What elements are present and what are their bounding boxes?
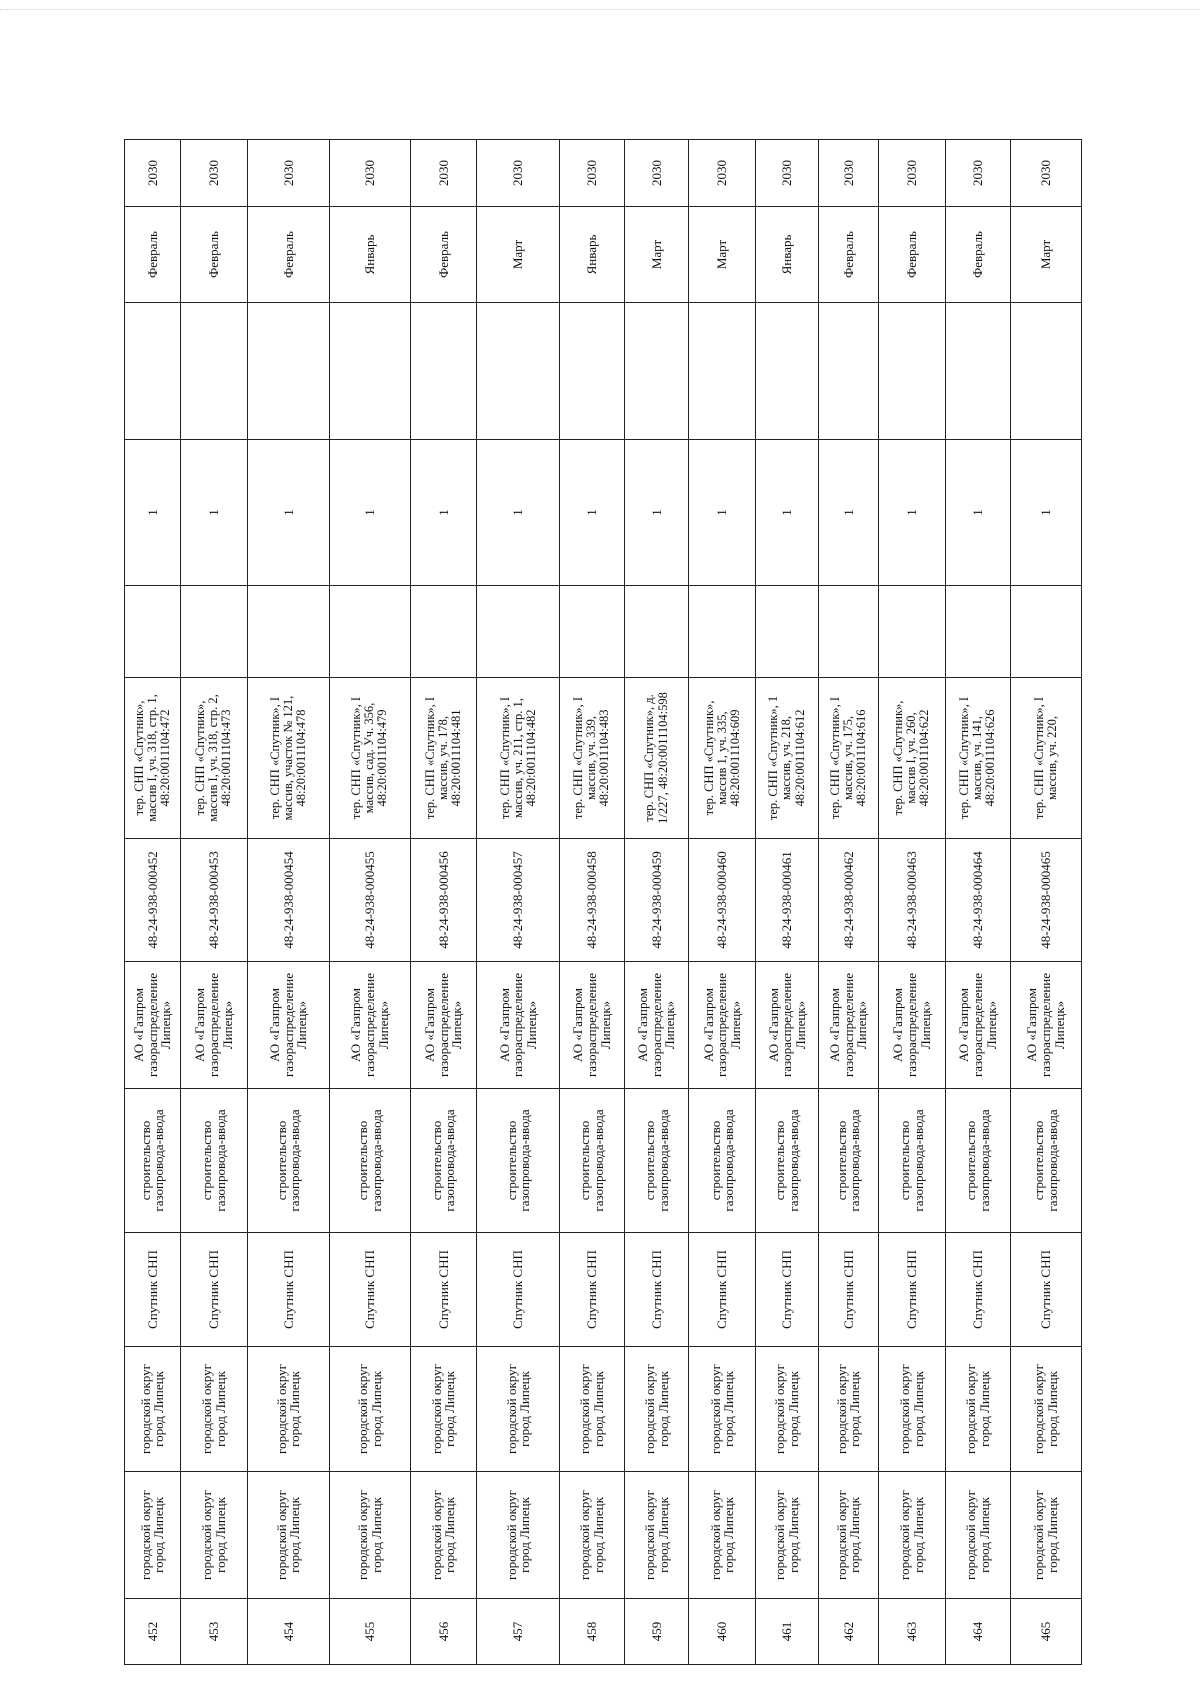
location-cell: тер. СНП «Спутник», I массив, участок № 121, 48:20:0011104:478 [247,678,330,839]
empty-cell [756,586,818,678]
row-number: 456 [410,1599,477,1665]
table-row [559,140,624,1665]
location-cell: тер. СНП «Спутник», 1 массив, уч. 218, 48:20:0011104:612 [756,678,818,839]
object-name-cell: Спутник СНП [689,1233,756,1347]
municipality-cell: городской округ город Липецк [559,1472,624,1599]
year-cell: 2030 [330,140,410,207]
organization-cell: АО «Газпром газораспределение Липецк» [1010,962,1081,1089]
location-cell: тер. СНП «Спутник», массив I, уч. 318, стр. 2, 48:20:0011104:473 [180,678,247,839]
work-type-cell: строительство газопровода-ввода [878,1089,945,1233]
empty-cell [818,586,878,678]
month-cell: Март [477,207,560,303]
empty-cell [689,586,756,678]
municipality-cell: городской округ город Липецк [180,1472,247,1599]
table-row [410,140,477,1665]
object-name-cell: Спутник СНП [945,1233,1010,1347]
quantity-cell: 1 [477,440,560,586]
table-body [125,140,1082,1665]
empty-cell [945,586,1010,678]
work-type-cell: строительство газопровода-ввода [125,1089,181,1233]
table-row [1010,140,1081,1665]
municipality-cell: городской округ город Липецк [756,1472,818,1599]
year-cell: 2030 [818,140,878,207]
municipality-cell: городской округ город Липецк [945,1472,1010,1599]
municipality-cell: городской округ город Липецк [878,1472,945,1599]
quantity-cell: 1 [559,440,624,586]
object-code-cell: 48-24-938-000460 [689,839,756,962]
settlement-cell: городской округ город Липецк [624,1347,689,1472]
organization-cell: АО «Газпром газораспределение Липецк» [945,962,1010,1089]
empty-cell [559,586,624,678]
settlement-cell: городской округ город Липецк [330,1347,410,1472]
settlement-cell: городской округ город Липецк [878,1347,945,1472]
settlement-cell: городской округ город Липецк [180,1347,247,1472]
location-cell: тер. СНП «Спутник», массив I, уч. 260, 48:20:0011104:622 [878,678,945,839]
year-cell: 2030 [125,140,181,207]
row-number: 460 [689,1599,756,1665]
object-name-cell: Спутник СНП [624,1233,689,1347]
row-number: 454 [247,1599,330,1665]
organization-cell: АО «Газпром газораспределение Липецк» [180,962,247,1089]
work-type-cell: строительство газопровода-ввода [559,1089,624,1233]
organization-cell: АО «Газпром газораспределение Липецк» [878,962,945,1089]
quantity-cell: 1 [818,440,878,586]
quantity-cell: 1 [180,440,247,586]
municipality-cell: городской округ город Липецк [125,1472,181,1599]
year-cell: 2030 [756,140,818,207]
month-cell: Январь [559,207,624,303]
organization-cell: АО «Газпром газораспределение Липецк» [477,962,560,1089]
quantity-cell: 1 [756,440,818,586]
empty-cell-2 [878,303,945,440]
table-row [818,140,878,1665]
row-number: 452 [125,1599,181,1665]
object-code-cell: 48-24-938-000457 [477,839,560,962]
object-name-cell: Спутник СНП [477,1233,560,1347]
settlement-cell: городской округ город Липецк [945,1347,1010,1472]
month-cell: Январь [756,207,818,303]
table-row [945,140,1010,1665]
organization-cell: АО «Газпром газораспределение Липецк» [818,962,878,1089]
month-cell: Март [624,207,689,303]
municipality-cell: городской округ город Липецк [477,1472,560,1599]
settlement-cell: городской округ город Липецк [247,1347,330,1472]
empty-cell [624,586,689,678]
quantity-cell: 1 [330,440,410,586]
table-row [477,140,560,1665]
table-row [689,140,756,1665]
organization-cell: АО «Газпром газораспределение Липецк» [247,962,330,1089]
organization-cell: АО «Газпром газораспределение Липецк» [559,962,624,1089]
work-type-cell: строительство газопровода-ввода [1010,1089,1081,1233]
settlement-cell: городской округ город Липецк [756,1347,818,1472]
empty-cell-2 [247,303,330,440]
settlement-cell: городской округ город Липецк [818,1347,878,1472]
work-type-cell: строительство газопровода-ввода [624,1089,689,1233]
municipality-cell: городской округ город Липецк [818,1472,878,1599]
settlement-cell: городской округ город Липецк [559,1347,624,1472]
work-type-cell: строительство газопровода-ввода [756,1089,818,1233]
table-row [624,140,689,1665]
month-cell: Январь [330,207,410,303]
location-cell: тер. СНП «Спутник», I массив, сад. Уч. 356, 48:20:0011104:479 [330,678,410,839]
settlement-cell: городской округ город Липецк [410,1347,477,1472]
month-cell: Февраль [818,207,878,303]
quantity-cell: 1 [878,440,945,586]
month-cell: Февраль [878,207,945,303]
year-cell: 2030 [410,140,477,207]
object-code-cell: 48-24-938-000459 [624,839,689,962]
empty-cell [247,586,330,678]
object-code-cell: 48-24-938-000453 [180,839,247,962]
year-cell: 2030 [945,140,1010,207]
municipality-cell: городской округ город Липецк [247,1472,330,1599]
work-type-cell: строительство газопровода-ввода [247,1089,330,1233]
quantity-cell: 1 [1010,440,1081,586]
work-type-cell: строительство газопровода-ввода [410,1089,477,1233]
gas-pipeline-schedule-table [124,139,1082,1665]
table-row [330,140,410,1665]
quantity-cell: 1 [247,440,330,586]
organization-cell: АО «Газпром газораспределение Липецк» [125,962,181,1089]
object-name-cell: Спутник СНП [878,1233,945,1347]
settlement-cell: городской округ город Липецк [1010,1347,1081,1472]
table-row [878,140,945,1665]
object-name-cell: Спутник СНП [247,1233,330,1347]
work-type-cell: строительство газопровода-ввода [330,1089,410,1233]
settlement-cell: городской округ город Липецк [125,1347,181,1472]
object-name-cell: Спутник СНП [1010,1233,1081,1347]
empty-cell-2 [624,303,689,440]
object-code-cell: 48-24-938-000464 [945,839,1010,962]
month-cell: Март [689,207,756,303]
work-type-cell: строительство газопровода-ввода [945,1089,1010,1233]
quantity-cell: 1 [624,440,689,586]
month-cell: Февраль [247,207,330,303]
empty-cell [410,586,477,678]
row-number: 455 [330,1599,410,1665]
municipality-cell: городской округ город Липецк [410,1472,477,1599]
object-code-cell: 48-24-938-000454 [247,839,330,962]
empty-cell [1010,586,1081,678]
location-cell: тер. СНП «Спутник», массив I, уч. 318, стр. 1, 48:20:0011104:472 [125,678,181,839]
municipality-cell: городской округ город Липецк [1010,1472,1081,1599]
object-code-cell: 48-24-938-000452 [125,839,181,962]
object-code-cell: 48-24-938-000456 [410,839,477,962]
month-cell: Февраль [180,207,247,303]
organization-cell: АО «Газпром газораспределение Липецк» [624,962,689,1089]
empty-cell-2 [477,303,560,440]
row-number: 459 [624,1599,689,1665]
location-cell: тер. СНП «Спутник», I массив, уч. 141, 48:20:0011104:626 [945,678,1010,839]
empty-cell [180,586,247,678]
location-cell: тер. СНП «Спутник», I массив, уч. 211, стр. 1, 48:20:0011104:482 [477,678,560,839]
location-cell: тер. СНП «Спутник», I массив, уч. 339, 48:20:0011104:483 [559,678,624,839]
location-cell: тер. СНП «Спутник», I массив, уч. 220, [1010,678,1081,839]
object-name-cell: Спутник СНП [180,1233,247,1347]
table-row [756,140,818,1665]
municipality-cell: городской округ город Липецк [330,1472,410,1599]
work-type-cell: строительство газопровода-ввода [818,1089,878,1233]
year-cell: 2030 [1010,140,1081,207]
work-type-cell: строительство газопровода-ввода [477,1089,560,1233]
table-row [125,140,181,1665]
work-type-cell: строительство газопровода-ввода [180,1089,247,1233]
organization-cell: АО «Газпром газораспределение Липецк» [410,962,477,1089]
location-cell: тер. СНП «Спутник», I массив, уч. 175, 48:20:0011104:616 [818,678,878,839]
empty-cell-2 [125,303,181,440]
municipality-cell: городской округ город Липецк [689,1472,756,1599]
organization-cell: АО «Газпром газораспределение Липецк» [689,962,756,1089]
object-name-cell: Спутник СНП [559,1233,624,1347]
row-number: 457 [477,1599,560,1665]
empty-cell [125,586,181,678]
year-cell: 2030 [878,140,945,207]
row-number: 465 [1010,1599,1081,1665]
object-code-cell: 48-24-938-000465 [1010,839,1081,962]
empty-cell-2 [1010,303,1081,440]
row-number: 463 [878,1599,945,1665]
year-cell: 2030 [180,140,247,207]
organization-cell: АО «Газпром газораспределение Липецк» [330,962,410,1089]
empty-cell-2 [330,303,410,440]
row-number: 464 [945,1599,1010,1665]
settlement-cell: городской округ город Липецк [477,1347,560,1472]
location-cell: тер. СНП «Спутник», массив 1, уч. 335, 48:20:0011104:609 [689,678,756,839]
object-code-cell: 48-24-938-000463 [878,839,945,962]
row-number: 461 [756,1599,818,1665]
object-name-cell: Спутник СНП [818,1233,878,1347]
table-row [180,140,247,1665]
object-name-cell: Спутник СНП [125,1233,181,1347]
location-cell: тер. СНП «Спутник», I массив, уч. 178, 48:20:0011104:481 [410,678,477,839]
row-number: 453 [180,1599,247,1665]
year-cell: 2030 [247,140,330,207]
empty-cell [477,586,560,678]
year-cell: 2030 [624,140,689,207]
empty-cell [878,586,945,678]
month-cell: Февраль [410,207,477,303]
quantity-cell: 1 [689,440,756,586]
object-name-cell: Спутник СНП [330,1233,410,1347]
object-code-cell: 48-24-938-000455 [330,839,410,962]
empty-cell-2 [180,303,247,440]
row-number: 462 [818,1599,878,1665]
object-name-cell: Спутник СНП [756,1233,818,1347]
settlement-cell: городской округ город Липецк [689,1347,756,1472]
month-cell: Март [1010,207,1081,303]
empty-cell-2 [410,303,477,440]
object-code-cell: 48-24-938-000458 [559,839,624,962]
quantity-cell: 1 [125,440,181,586]
quantity-cell: 1 [410,440,477,586]
empty-cell-2 [756,303,818,440]
year-cell: 2030 [689,140,756,207]
municipality-cell: городской округ город Липецк [624,1472,689,1599]
year-cell: 2030 [477,140,560,207]
work-type-cell: строительство газопровода-ввода [689,1089,756,1233]
object-name-cell: Спутник СНП [410,1233,477,1347]
object-code-cell: 48-24-938-000461 [756,839,818,962]
organization-cell: АО «Газпром газораспределение Липецк» [756,962,818,1089]
rotated-table-container [124,140,1082,1665]
quantity-cell: 1 [945,440,1010,586]
empty-cell-2 [559,303,624,440]
year-cell: 2030 [559,140,624,207]
empty-cell-2 [689,303,756,440]
month-cell: Февраль [125,207,181,303]
empty-cell-2 [818,303,878,440]
object-code-cell: 48-24-938-000462 [818,839,878,962]
row-number: 458 [559,1599,624,1665]
empty-cell [330,586,410,678]
scan-edge-line [0,9,1200,10]
table-row [247,140,330,1665]
location-cell: тер. СНП «Спутник», д. 1/227, 48:20:0011104:598 [624,678,689,839]
empty-cell-2 [945,303,1010,440]
month-cell: Февраль [945,207,1010,303]
